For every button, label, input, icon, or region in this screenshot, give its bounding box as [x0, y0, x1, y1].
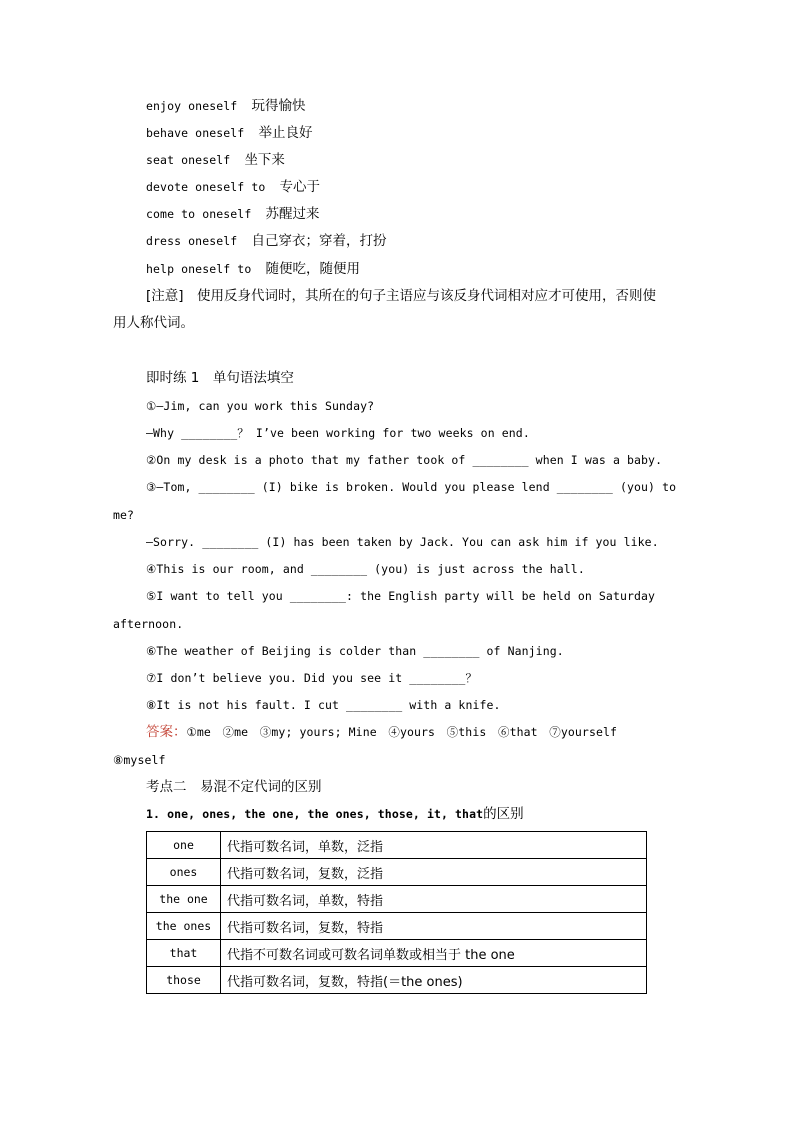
phrase-zh: 举止良好 — [258, 125, 313, 141]
table-desc: 代指可数名词，单数，泛指 — [221, 832, 647, 859]
phrase-en: behave oneself — [146, 126, 245, 140]
table-row — [147, 832, 647, 859]
section-title: 考点二 易混不定代词的区别 — [146, 779, 322, 795]
phrase-en: devote oneself to — [146, 180, 266, 194]
phrase-item — [146, 206, 320, 223]
exercise-line: ④This is our room, and ________ (you) is just across the hall. — [146, 562, 585, 576]
table-row — [147, 886, 647, 913]
phrase-item — [146, 125, 312, 142]
phrase-en: enjoy oneself — [146, 99, 238, 113]
section-subtitle — [146, 806, 524, 823]
exercise-line: afternoon. — [113, 617, 184, 631]
exercise-line: ②On my desk is a photo that my father took of ________ when I was a baby. — [146, 453, 663, 467]
table-term: that — [147, 940, 221, 967]
subtitle-terms: 1. one, ones, the one, the ones, those, it, that — [146, 807, 484, 821]
phrase-item — [146, 98, 305, 115]
exercise-line: ⑦I don’t believe you. Did you see it ________？ — [146, 671, 478, 685]
exercise-line: me? — [113, 508, 135, 522]
table-desc: 代指可数名词，复数，特指(＝the ones) — [221, 967, 647, 994]
phrase-en: come to oneself — [146, 207, 252, 221]
answer-label: 答案： — [146, 724, 187, 740]
phrase-zh: 自己穿衣；穿着，打扮 — [251, 233, 387, 249]
phrase-en: help oneself to — [146, 262, 252, 276]
phrase-en: seat oneself — [146, 153, 231, 167]
table-term: the one — [147, 886, 221, 913]
exercise-line: —Sorry. ________ (I) has been taken by Jack. You can ask him if you like. — [146, 535, 659, 549]
phrase-en: dress oneself — [146, 234, 238, 248]
exercise-title: 即时练 1 单句语法填空 — [146, 370, 294, 386]
phrase-zh: 玩得愉快 — [251, 98, 306, 114]
table-desc: 代指可数名词，复数，特指 — [221, 913, 647, 940]
table-desc: 代指可数名词，复数，泛指 — [221, 859, 647, 886]
table-row — [147, 940, 647, 967]
answer-line — [146, 724, 617, 741]
phrase-item — [146, 179, 320, 196]
table-desc: 代指不可数名词或可数名词单数或相当于 the one — [221, 940, 647, 967]
phrase-item — [146, 261, 360, 278]
phrase-item — [146, 233, 386, 250]
pronoun-comparison-table — [146, 831, 647, 994]
phrase-item — [146, 152, 285, 169]
table-row — [147, 913, 647, 940]
phrase-zh: 苏醒过来 — [265, 206, 320, 222]
table-term: those — [147, 967, 221, 994]
table-term: ones — [147, 859, 221, 886]
exercise-line: —Why ________？ I’ve been working for two weeks on end. — [146, 426, 530, 440]
phrase-zh: 坐下来 — [244, 152, 285, 168]
note-line-1: [注意] 使用反身代词时，其所在的句子主语应与该反身代词相对应才可使用，否则使 — [146, 288, 657, 304]
subtitle-suffix: 的区别 — [483, 806, 524, 822]
table-term: the ones — [147, 913, 221, 940]
answer-line-2: ⑧myself — [113, 753, 166, 767]
exercise-line: ③—Tom, ________ (I) bike is broken. Would you please lend ________ (you) to — [146, 480, 677, 494]
exercise-line: ⑤I want to tell you ________: the English party will be held on Saturday — [146, 589, 656, 603]
table-row — [147, 859, 647, 886]
answer-values: ①me ②me ③my; yours; Mine ④yours ⑤this ⑥that ⑦yourself — [186, 725, 618, 739]
exercise-line: ⑥The weather of Beijing is colder than ________ of Nanjing. — [146, 644, 564, 658]
table-row — [147, 967, 647, 994]
exercise-line: ①—Jim, can you work this Sunday? — [146, 399, 375, 413]
exercise-line: ⑧It is not his fault. I cut ________ with a knife. — [146, 698, 501, 712]
table-term: one — [147, 832, 221, 859]
note-line-2: 用人称代词。 — [113, 315, 194, 331]
phrase-zh: 随便吃，随便用 — [265, 261, 360, 277]
table-desc: 代指可数名词，单数，特指 — [221, 886, 647, 913]
phrase-zh: 专心于 — [279, 179, 321, 195]
